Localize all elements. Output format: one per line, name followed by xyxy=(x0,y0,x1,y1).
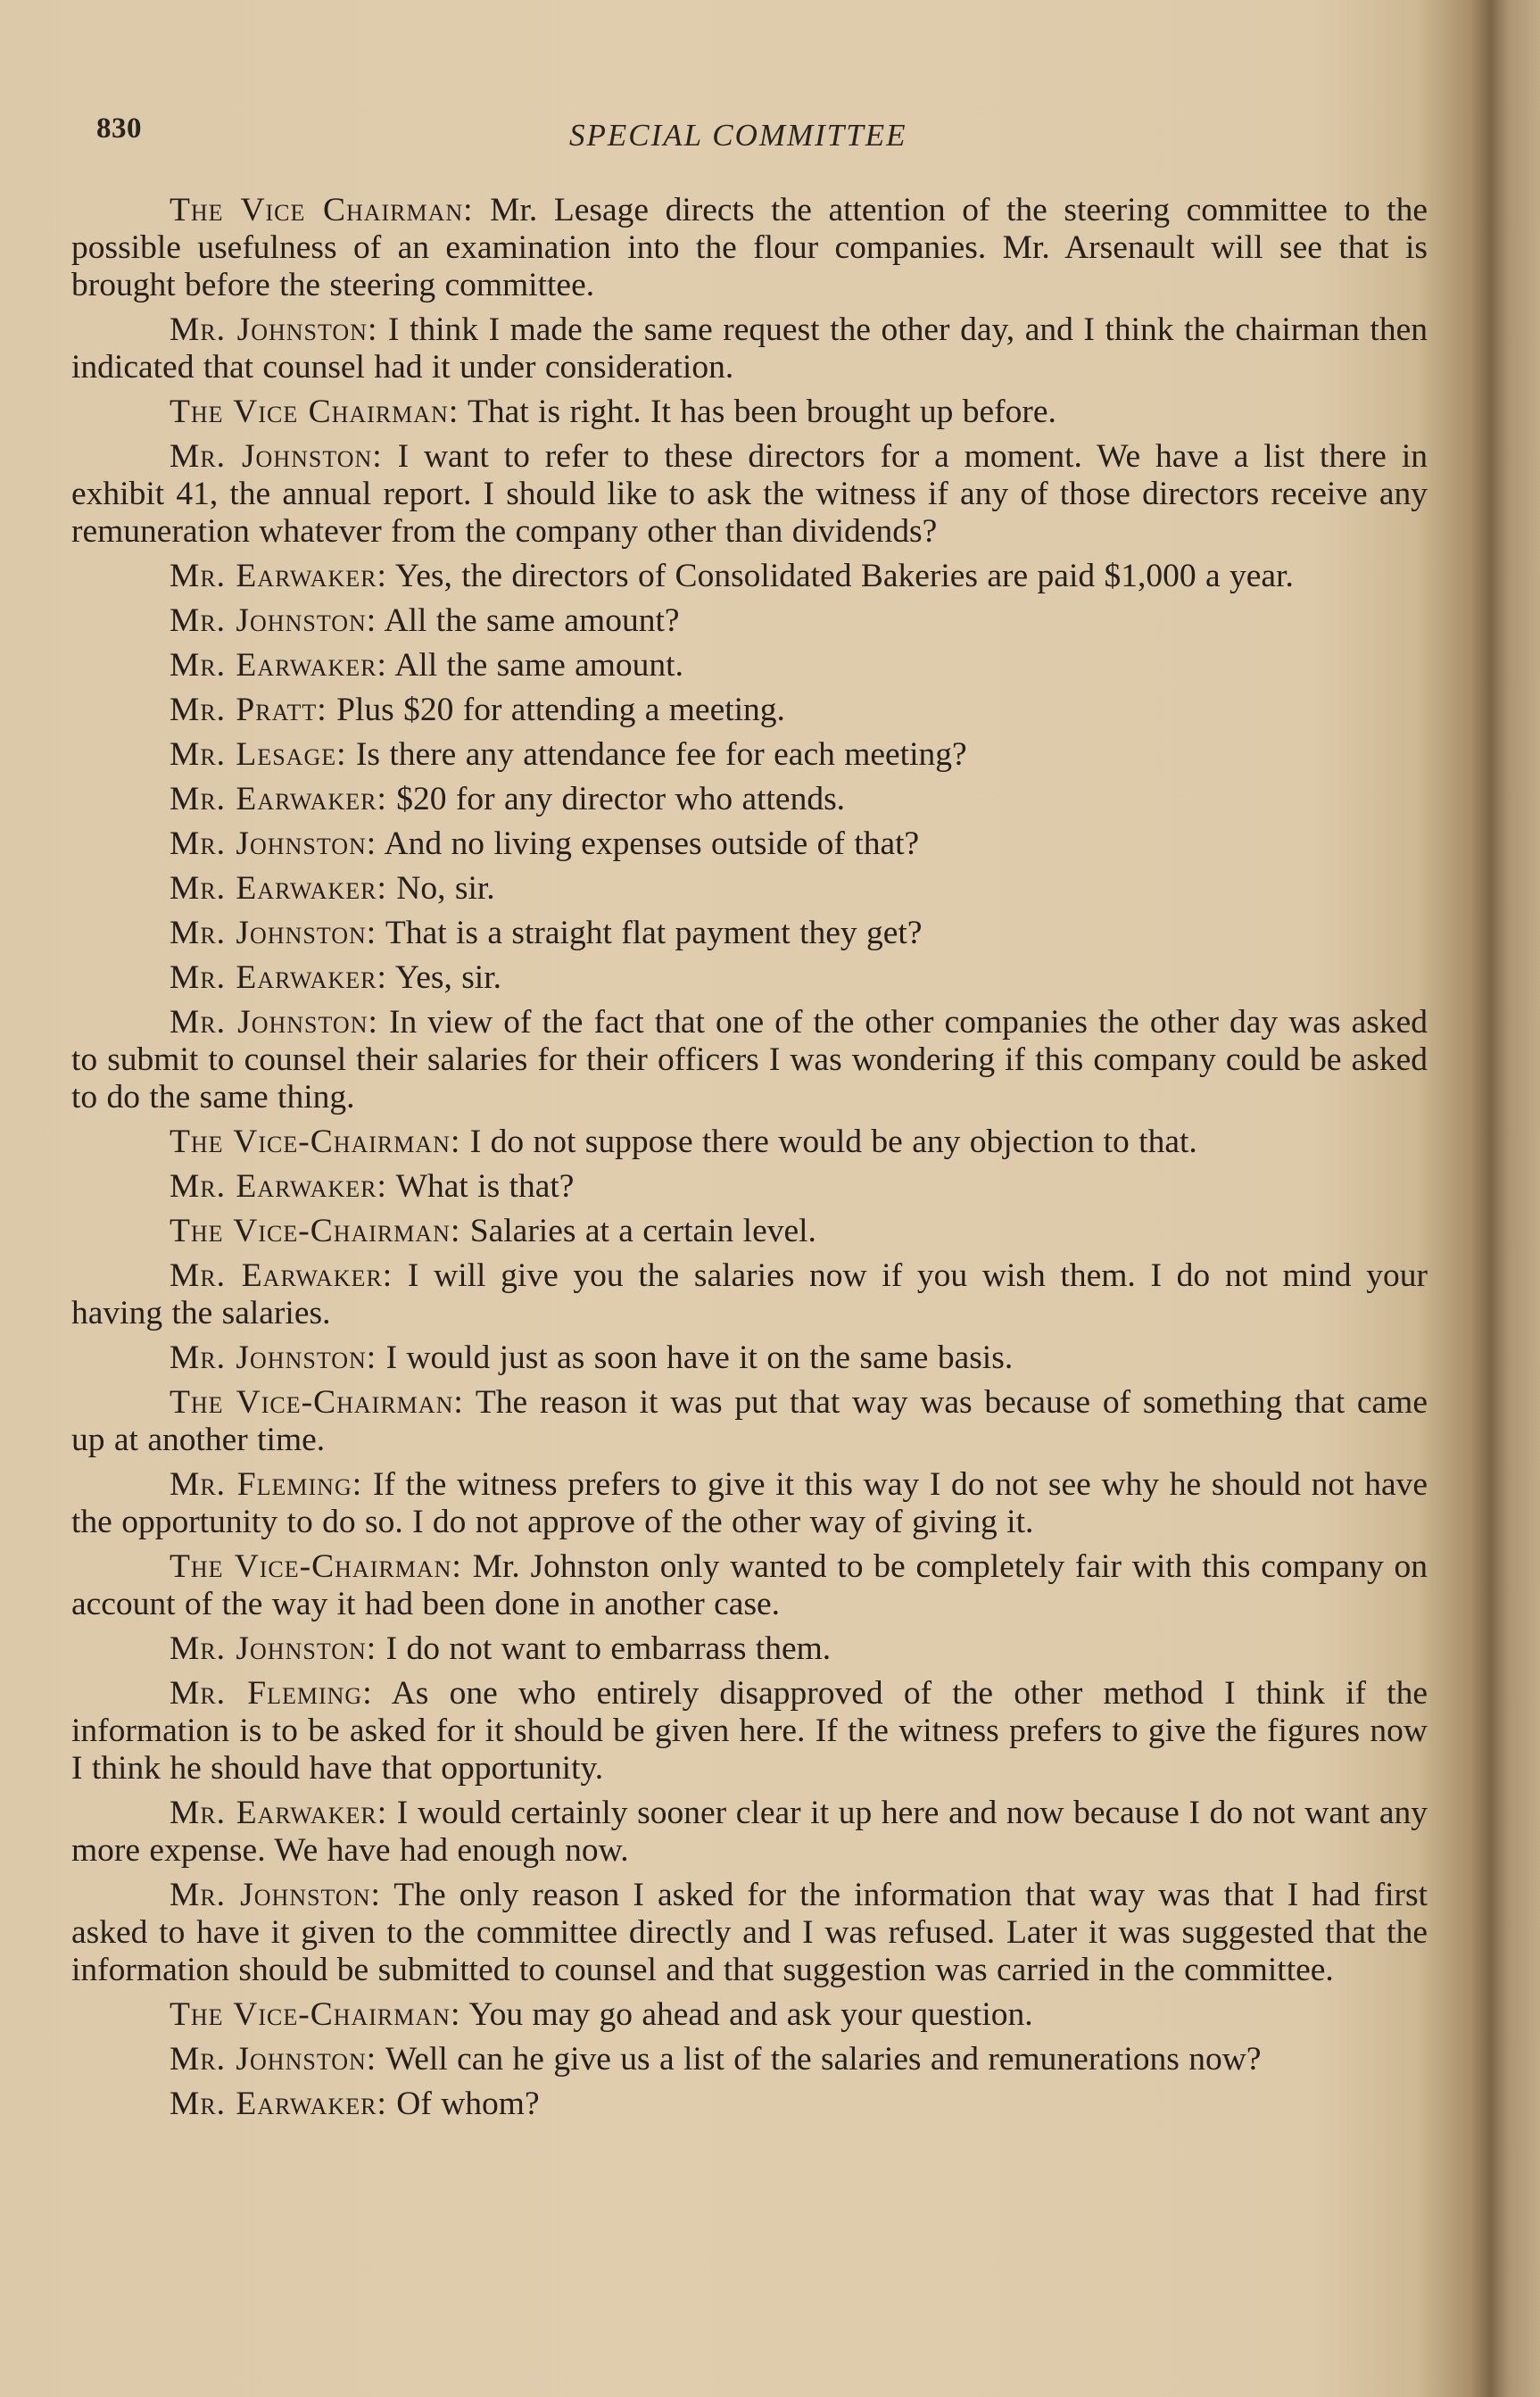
speaker-name: The Vice-Chairman: xyxy=(170,1384,464,1421)
speech-text: I think I made the same request the other day, and I think the chairman then indicated that counsel had it under consideration. xyxy=(71,311,1428,386)
transcript-paragraph xyxy=(71,870,1428,908)
transcript-paragraph xyxy=(71,781,1428,818)
speaker-name: Mr. Johnston: xyxy=(170,602,377,639)
speaker-name: The Vice Chairman: xyxy=(170,192,474,228)
speaker-name: Mr. Earwaker: xyxy=(170,870,387,907)
transcript-paragraph xyxy=(71,394,1428,431)
speech-text: The reason it was put that way was because of something that came up at another time. xyxy=(71,1384,1428,1458)
speech-text: I would certainly sooner clear it up here and now because I do not want any more expense. We have had enough now. xyxy=(71,1795,1428,1869)
speech-text: Of whom? xyxy=(386,2086,540,2122)
speaker-name: Mr. Johnston: xyxy=(170,1340,377,1376)
speech-text: What is that? xyxy=(386,1168,575,1205)
transcript-paragraph xyxy=(71,2086,1428,2123)
speaker-name: Mr. Johnston: xyxy=(170,1630,377,1667)
speaker-name: Mr. Fleming: xyxy=(170,1675,373,1712)
speaker-name: Mr. Johnston: xyxy=(170,438,383,475)
transcript-body xyxy=(71,192,1428,2130)
speech-text: Salaries at a certain level. xyxy=(460,1213,816,1249)
speech-text: No, sir. xyxy=(386,870,495,907)
transcript-paragraph xyxy=(71,192,1428,304)
speaker-name: Mr. Fleming: xyxy=(170,1466,363,1503)
speaker-name: The Vice-Chairman: xyxy=(170,1213,461,1249)
speech-text: All the same amount? xyxy=(377,602,680,639)
speech-text: If the witness prefers to give it this way I do not see why he should not have the opportunity to do so. I do not approve of the other way of giving it. xyxy=(71,1466,1428,1540)
transcript-paragraph xyxy=(71,647,1428,684)
speaker-name: The Vice-Chairman: xyxy=(170,1548,462,1585)
page-gutter-shadow xyxy=(1478,0,1540,2397)
speaker-name: Mr. Earwaker: xyxy=(170,1168,387,1205)
speaker-name: Mr. Johnston: xyxy=(170,2041,377,2078)
speaker-name: Mr. Earwaker: xyxy=(170,2086,387,2122)
speaker-name: Mr. Johnston: xyxy=(170,311,378,348)
speech-text: Yes, the directors of Consolidated Bakeries are paid $1,000 a year. xyxy=(386,558,1294,594)
speaker-name: Mr. Lesage: xyxy=(170,736,347,773)
speaker-name: Mr. Johnston: xyxy=(170,915,377,951)
speaker-name: The Vice Chairman: xyxy=(170,394,460,430)
transcript-paragraph xyxy=(71,2041,1428,2078)
transcript-paragraph xyxy=(71,1795,1428,1870)
page-header xyxy=(96,112,1426,157)
transcript-paragraph xyxy=(71,1675,1428,1787)
transcript-paragraph xyxy=(71,915,1428,952)
speaker-name: Mr. Johnston: xyxy=(170,1877,381,1913)
speech-text: As one who entirely disapproved of the other method I think if the information is to be asked for it should be given here. If the witness prefers to give the figures now I think he should have that opportunity. xyxy=(71,1675,1428,1787)
speech-text: In view of the fact that one of the other companies the other day was asked to submit to counsel their salaries for their officers I was wondering if this company could be asked to do the same thing. xyxy=(71,1004,1428,1116)
transcript-paragraph xyxy=(71,959,1428,997)
speech-text: I would just as soon have it on the same basis. xyxy=(377,1340,1014,1376)
speaker-name: Mr. Johnston: xyxy=(170,825,377,862)
speaker-name: Mr. Earwaker: xyxy=(170,781,387,817)
transcript-paragraph xyxy=(71,1124,1428,1161)
speech-text: And no living expenses outside of that? xyxy=(377,825,920,862)
running-head: SPECIAL COMMITTEE xyxy=(569,118,907,153)
transcript-paragraph xyxy=(71,1630,1428,1668)
page-number: 830 xyxy=(96,112,142,145)
speech-text: That is right. It has been brought up before. xyxy=(459,394,1056,430)
speech-text: I will give you the salaries now if you wish them. I do not mind your having the salaries. xyxy=(71,1257,1428,1331)
transcript-paragraph xyxy=(71,1213,1428,1250)
speech-text: All the same amount. xyxy=(386,647,683,684)
transcript-paragraph xyxy=(71,1168,1428,1206)
transcript-paragraph xyxy=(71,692,1428,729)
transcript-paragraph xyxy=(71,1257,1428,1332)
speech-text: That is a straight flat payment they get? xyxy=(377,915,923,951)
speech-text: Plus $20 for attending a meeting. xyxy=(327,692,785,728)
transcript-paragraph xyxy=(71,311,1428,386)
transcript-paragraph xyxy=(71,438,1428,551)
transcript-paragraph xyxy=(71,736,1428,774)
speaker-name: Mr. Earwaker: xyxy=(170,959,387,996)
transcript-paragraph xyxy=(71,1384,1428,1459)
speaker-name: Mr. Pratt: xyxy=(170,692,327,728)
speech-text: $20 for any director who attends. xyxy=(386,781,846,817)
speech-text: Well can he give us a list of the salaries and remunerations now? xyxy=(377,2041,1262,2078)
speaker-name: The Vice-Chairman: xyxy=(170,1996,461,2033)
speech-text: Is there any attendance fee for each meeting? xyxy=(346,736,967,773)
speech-text: I want to refer to these directors for a moment. We have a list there in exhibit 41, the annual report. I should like to ask the witness if any of those directors receive any remuneration whatever from the company other than dividends? xyxy=(71,438,1428,550)
speaker-name: Mr. Johnston: xyxy=(170,1004,378,1041)
speech-text: Yes, sir. xyxy=(386,959,501,996)
transcript-paragraph xyxy=(71,1548,1428,1623)
transcript-paragraph xyxy=(71,1004,1428,1116)
transcript-paragraph xyxy=(71,1340,1428,1377)
speaker-name: Mr. Earwaker: xyxy=(170,558,387,594)
transcript-paragraph xyxy=(71,558,1428,595)
transcript-paragraph xyxy=(71,602,1428,640)
speech-text: The only reason I asked for the information that way was that I had first asked to have it given to the committee directly and I was refused. Later it was suggested that the information should be submitted to counsel and that suggestion was carried in the committee. xyxy=(71,1877,1428,1988)
speaker-name: Mr. Earwaker: xyxy=(170,647,387,684)
transcript-paragraph xyxy=(71,1466,1428,1541)
speech-text: I do not suppose there would be any objection to that. xyxy=(460,1124,1197,1160)
transcript-paragraph xyxy=(71,1877,1428,1989)
speech-text: Mr. Johnston only wanted to be completely fair with this company on account of the way it had been done in another case. xyxy=(71,1548,1428,1622)
speech-text: Mr. Lesage directs the attention of the steering committee to the possible usefulness of an examination into the flour companies. Mr. Arsenault will see that is brought before the steering committee. xyxy=(71,192,1428,303)
speaker-name: Mr. Earwaker: xyxy=(170,1257,393,1294)
speaker-name: The Vice-Chairman: xyxy=(170,1124,461,1160)
speech-text: You may go ahead and ask your question. xyxy=(460,1996,1033,2033)
transcript-paragraph xyxy=(71,825,1428,863)
speech-text: I do not want to embarrass them. xyxy=(377,1630,832,1667)
transcript-paragraph xyxy=(71,1996,1428,2034)
speaker-name: Mr. Earwaker: xyxy=(170,1795,388,1831)
